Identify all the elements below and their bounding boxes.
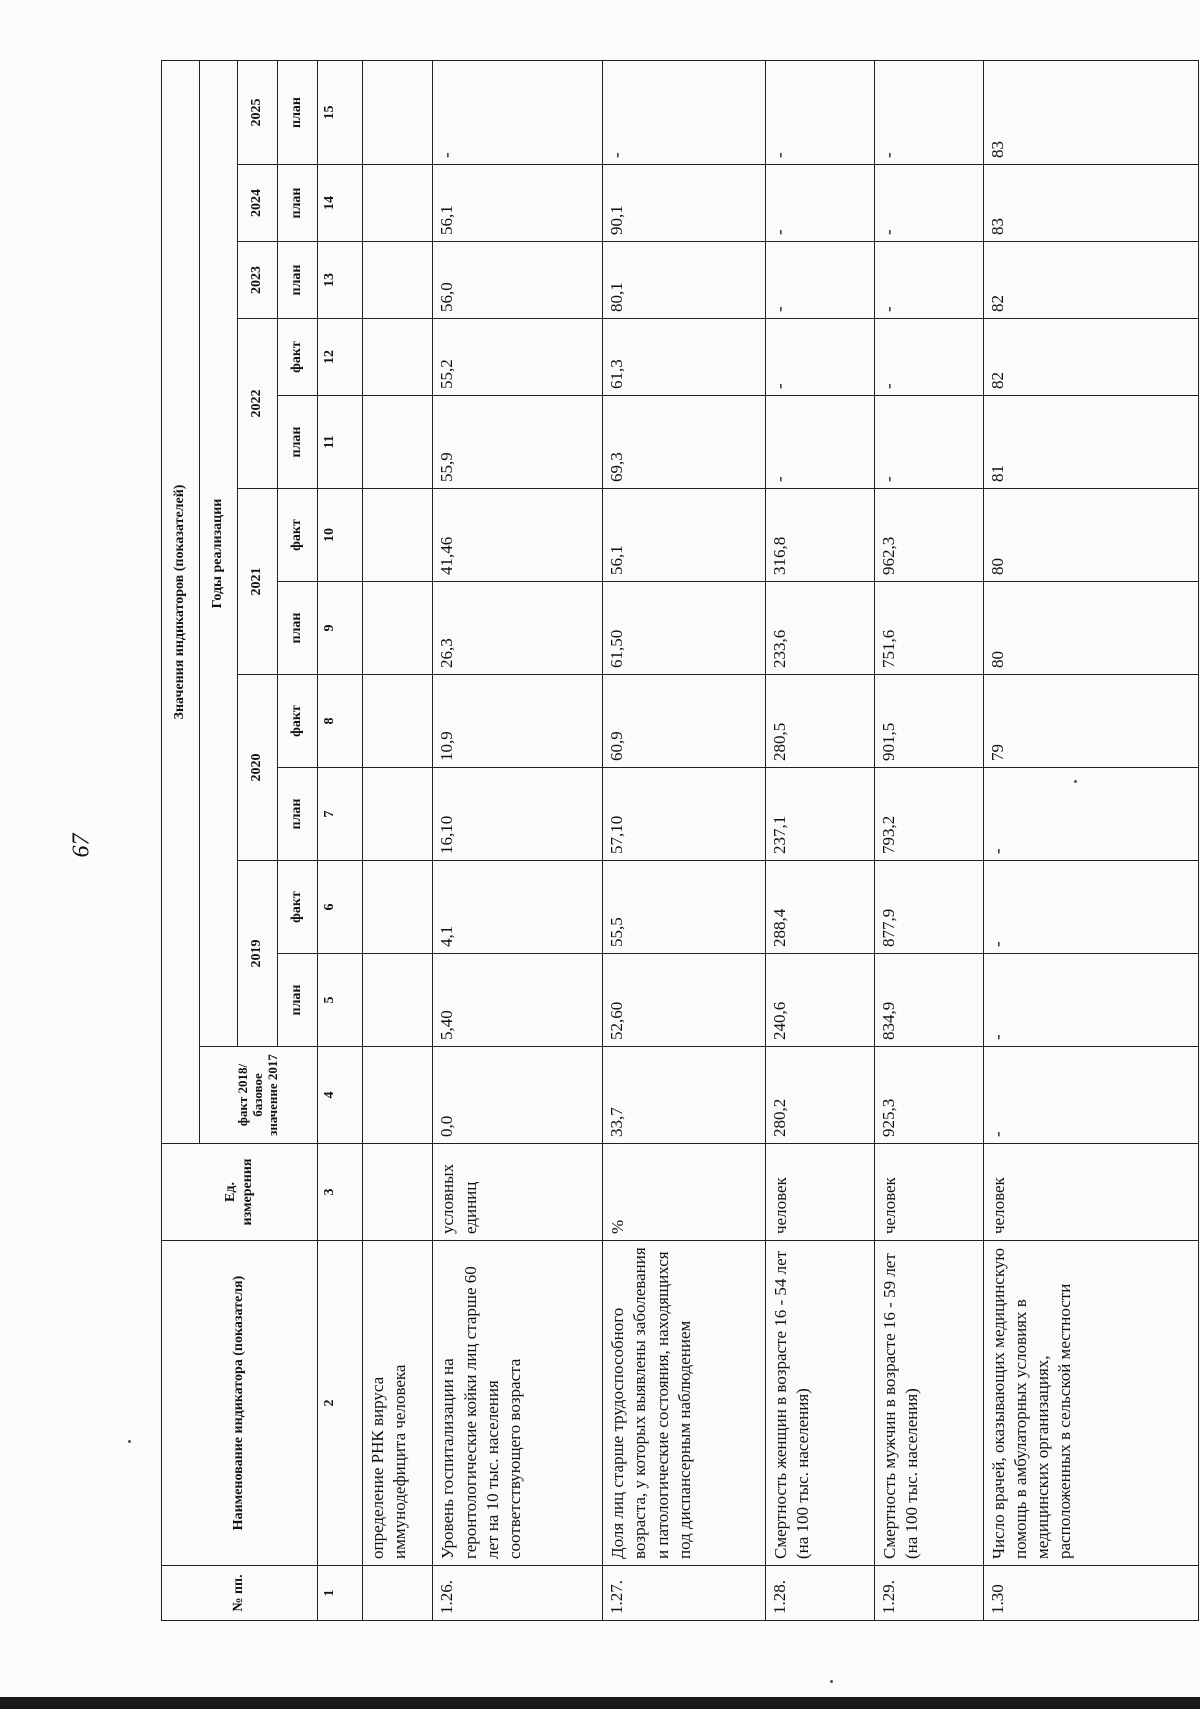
indicator-value: - (766, 242, 875, 319)
indicator-value: - (875, 60, 984, 164)
indicator-value: 962,3 (875, 489, 984, 582)
indicator-value: 56,1 (433, 165, 603, 242)
indicator-value: 0,0 (433, 1047, 603, 1144)
header-year-2023: 2023 (238, 242, 278, 319)
indicator-value: 10,9 (433, 675, 603, 768)
header-year-2024: 2024 (238, 165, 278, 242)
indicator-value: 288,4 (766, 861, 875, 954)
scan-bottom-edge (0, 1697, 1200, 1709)
column-number: 3 (318, 1144, 363, 1241)
indicator-value: - (875, 242, 984, 319)
header-fact: факт (278, 861, 318, 954)
row-number: 1.28. (766, 1566, 875, 1621)
indicator-value: 5,40 (433, 954, 603, 1047)
column-number: 4 (318, 1047, 363, 1144)
column-number: 8 (318, 675, 363, 768)
indicator-value: 80 (983, 489, 1198, 582)
column-number: 2 (318, 1241, 363, 1566)
indicator-value: 80,1 (603, 242, 766, 319)
indicator-value: - (875, 165, 984, 242)
table-row (983, 60, 1198, 1620)
indicator-value: 834,9 (875, 954, 984, 1047)
unit-of-measure: условных единиц (433, 1144, 603, 1241)
column-number: 1 (318, 1566, 363, 1621)
header-plan: план (278, 954, 318, 1047)
indicator-name: Число врачей, оказывающих медицинскую помощь в амбулаторных условиях в медицинских организациях, расположенных в сельской местности (983, 1241, 1198, 1566)
indicator-value: 280,2 (766, 1047, 875, 1144)
indicator-value: 901,5 (875, 675, 984, 768)
indicator-name: Доля лиц старше трудоспособного возраста, у которых выявлены заболевания и патологические состояния, находящихся под диспансерным наблюдением (603, 1241, 766, 1566)
indicator-value: - (875, 396, 984, 489)
table-row (603, 60, 766, 1620)
row-number: 1.27. (603, 1566, 766, 1621)
indicator-value: 316,8 (766, 489, 875, 582)
page-number: 67 (68, 833, 95, 858)
header-plan: план (278, 60, 318, 164)
indicator-value: 240,6 (766, 954, 875, 1047)
header-year-2021: 2021 (238, 489, 278, 675)
column-number: 7 (318, 768, 363, 861)
indicator-value: 56,0 (433, 242, 603, 319)
indicator-value: 81 (983, 396, 1198, 489)
table-row (433, 60, 603, 1620)
column-number: 5 (318, 954, 363, 1047)
indicator-value: 83 (983, 60, 1198, 164)
unit-of-measure: % (603, 1144, 766, 1241)
indicator-value: 61,3 (603, 319, 766, 396)
indicator-value: 751,6 (875, 582, 984, 675)
indicator-value: 82 (983, 242, 1198, 319)
indicator-name: Смертность женщин в возрасте 16 - 54 лет (на 100 тыс. населения) (766, 1241, 875, 1566)
column-number: 11 (318, 396, 363, 489)
indicator-value: - (983, 954, 1198, 1047)
indicator-value: - (983, 861, 1198, 954)
table-row (766, 60, 875, 1620)
indicator-value: 56,1 (603, 489, 766, 582)
indicator-value: 280,5 (766, 675, 875, 768)
indicator-value: - (766, 165, 875, 242)
indicator-value: 26,3 (433, 582, 603, 675)
indicator-value: - (766, 319, 875, 396)
indicator-value: 33,7 (603, 1047, 766, 1144)
indicator-value: 60,9 (603, 675, 766, 768)
continuation-name: определение РНК вируса иммунодефицита человека (363, 1241, 433, 1566)
column-number: 12 (318, 319, 363, 396)
indicator-value: - (983, 768, 1198, 861)
indicator-value: 69,3 (603, 396, 766, 489)
header-name: Наименование индикатора (показателя) (162, 1241, 318, 1566)
column-number: 14 (318, 165, 363, 242)
continuation-row (363, 60, 433, 1620)
indicator-value: 79 (983, 675, 1198, 768)
header-plan: план (278, 768, 318, 861)
header-plan: план (278, 242, 318, 319)
column-number: 9 (318, 582, 363, 675)
indicator-value: 793,2 (875, 768, 984, 861)
indicator-value: 233,6 (766, 582, 875, 675)
indicator-value: 925,3 (875, 1047, 984, 1144)
indicator-name: Смертность мужчин в возрасте 16 - 59 лет (на 100 тыс. населения) (875, 1241, 984, 1566)
header-fact: факт (278, 319, 318, 396)
row-number: 1.29. (875, 1566, 984, 1621)
indicator-value: - (766, 396, 875, 489)
indicator-value: 80 (983, 582, 1198, 675)
header-years: Годы реализации (200, 60, 238, 1046)
scan-speck (1074, 780, 1077, 783)
indicator-value: 82 (983, 319, 1198, 396)
header-year-2025: 2025 (238, 60, 278, 164)
scan-speck (830, 1680, 833, 1683)
indicator-value: 55,2 (433, 319, 603, 396)
indicator-value: 57,10 (603, 768, 766, 861)
indicator-table (161, 60, 1199, 1621)
indicator-value: - (983, 1047, 1198, 1144)
indicator-value: 83 (983, 165, 1198, 242)
column-number-row (318, 60, 363, 1620)
indicator-value: 52,60 (603, 954, 766, 1047)
table-row (875, 60, 984, 1620)
indicator-value: 4,1 (433, 861, 603, 954)
header-year-2022: 2022 (238, 319, 278, 489)
scan-speck (128, 1440, 131, 1443)
header-num: № пп. (162, 1566, 318, 1621)
indicator-name: Уровень госпитализации на геронтологические койки лиц старше 60 лет на 10 тыс. населения соответствующего возраста (433, 1241, 603, 1566)
column-number: 15 (318, 60, 363, 164)
indicator-value: 41,46 (433, 489, 603, 582)
indicator-value: 55,5 (603, 861, 766, 954)
unit-of-measure: человек (983, 1144, 1198, 1241)
indicator-value: - (433, 60, 603, 164)
header-plan: план (278, 582, 318, 675)
indicator-value: 55,9 (433, 396, 603, 489)
row-number: 1.26. (433, 1566, 603, 1621)
header-base: факт 2018/базовое значение 2017 (200, 1047, 318, 1144)
row-number: 1.30 (983, 1566, 1198, 1621)
indicator-table-rotated (161, 61, 1199, 1621)
column-number: 13 (318, 242, 363, 319)
indicator-value: 877,9 (875, 861, 984, 954)
indicator-value: 237,1 (766, 768, 875, 861)
column-number: 6 (318, 861, 363, 954)
header-fact: факт (278, 489, 318, 582)
header-indicators: Значения индикаторов (показателей) (162, 60, 200, 1143)
unit-of-measure: человек (875, 1144, 984, 1241)
indicator-value: - (603, 60, 766, 164)
header-plan: план (278, 165, 318, 242)
indicator-value: 61,50 (603, 582, 766, 675)
column-number: 10 (318, 489, 363, 582)
indicator-value: - (875, 319, 984, 396)
header-plan: план (278, 396, 318, 489)
header-unit: Ед. измерения (162, 1144, 318, 1241)
indicator-value: 16,10 (433, 768, 603, 861)
indicator-value: 90,1 (603, 165, 766, 242)
unit-of-measure: человек (766, 1144, 875, 1241)
header-year-2020: 2020 (238, 675, 278, 861)
header-year-2019: 2019 (238, 861, 278, 1047)
indicator-value: - (766, 60, 875, 164)
header-fact: факт (278, 675, 318, 768)
